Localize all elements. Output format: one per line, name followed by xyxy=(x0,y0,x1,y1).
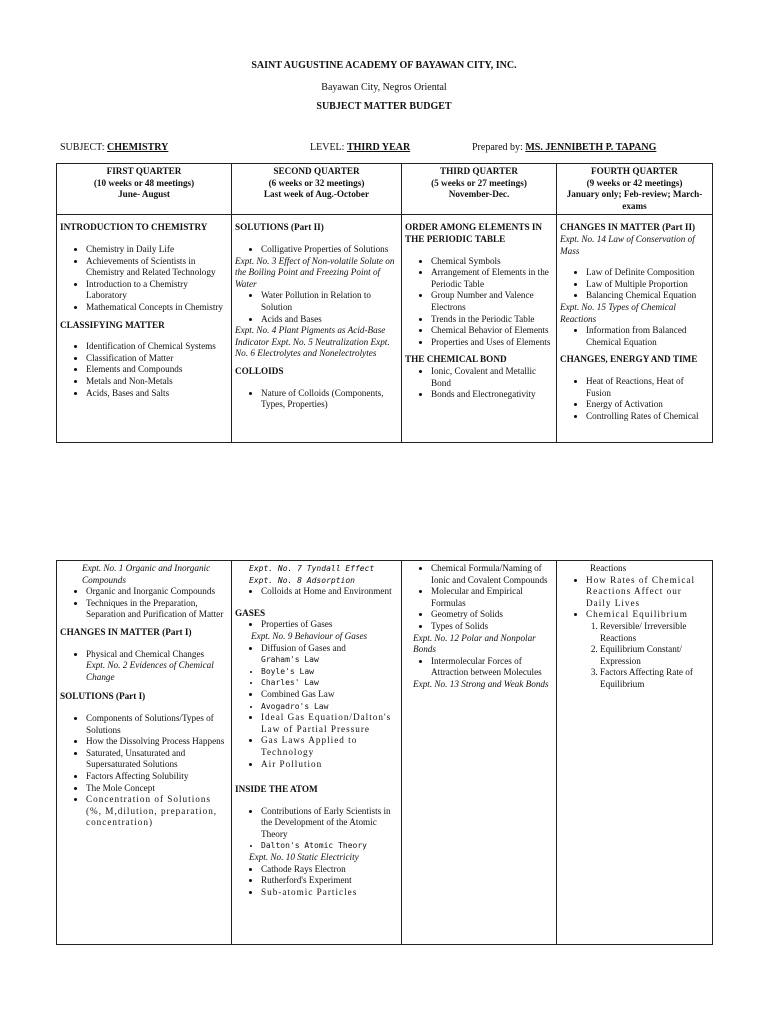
list-item: 2. Equilibrium Constant/ Expression xyxy=(600,644,709,667)
q4-content-cont xyxy=(557,561,713,945)
section-heading: INSIDE THE ATOM xyxy=(235,784,318,795)
list-item: • Energy of Activation xyxy=(586,399,709,411)
section-heading: GASES xyxy=(235,607,266,618)
list-item: • Geometry of Solids xyxy=(431,609,553,621)
q4-content xyxy=(557,215,713,443)
list-item: • Physical and Chemical Changes xyxy=(86,649,228,661)
experiment-note: Expt. No. 3 Effect of Non-volatile Solute on the Boiling Point and Freezing Point of Water xyxy=(235,255,395,289)
experiment-note: Expt. No. 10 Static Electricity xyxy=(249,852,359,863)
list-item: 3. Factors Affecting Rate of Equilibrium xyxy=(600,667,709,690)
prepared-field xyxy=(472,142,656,153)
experiment-note: Expt. No. 12 Polar and Nonpolar Bonds xyxy=(413,632,536,655)
list-item: • Colloids at Home and Environment xyxy=(261,586,398,598)
list-item: • Techniques in the Preparation, Separation and Purification of Matter xyxy=(86,598,228,621)
list-item: • Properties of Gases xyxy=(261,619,398,631)
section-heading: SOLUTIONS (Part I) xyxy=(60,691,146,702)
list-item: • Chemical Symbols xyxy=(431,256,553,268)
list-item: • Law of Multiple Proportion xyxy=(586,279,709,291)
quarter-header-row xyxy=(57,164,713,215)
list-item: 1. Reversible/ Irreversible Reactions xyxy=(600,621,709,644)
content-row-top xyxy=(57,215,713,443)
topic-list xyxy=(560,267,709,302)
topic-list xyxy=(235,244,398,256)
list-item: • Chemical Behavior of Elements xyxy=(431,325,553,337)
q3-content-cont xyxy=(402,561,557,945)
topic-list xyxy=(405,656,553,679)
experiment-note: Expt. No. 2 Evidences of Chemical Change xyxy=(86,660,214,682)
quarter-header-4: FOURTH QUARTER (9 weeks or 42 meetings) January only; Feb-review; March-exams xyxy=(557,164,713,215)
list-item: • Molecular and Empirical Formulas xyxy=(431,586,553,609)
list-item: • Information from Balanced Chemical Equation xyxy=(586,325,709,348)
prepared-value: MS. JENNIBETH P. TAPANG xyxy=(525,142,657,153)
section-heading: INTRODUCTION TO CHEMISTRY xyxy=(60,222,208,233)
list-item: • Chemical Formula/Naming of Ionic and Covalent Compounds xyxy=(431,563,553,586)
list-item: • How the Dissolving Process Happens xyxy=(86,736,228,748)
topic-list xyxy=(405,366,553,401)
topic-list xyxy=(235,864,398,899)
list-item: • Controlling Rates of Chemical xyxy=(586,411,709,423)
list-item: • Components of Solutions/Types of Solutions xyxy=(86,713,228,736)
section-heading: COLLOIDS xyxy=(235,365,284,376)
list-item: • Dalton's Atomic Theory xyxy=(261,840,398,852)
list-item: • The Mole Concept xyxy=(86,783,228,795)
list-item: • Rutherford's Experiment xyxy=(261,875,398,887)
list-item: • Boyle's Law xyxy=(261,666,398,678)
list-item: • Ideal Gas Equation/Dalton's Law of Partial Pressure xyxy=(261,712,398,735)
school-address: Bayawan City, Negros Oriental xyxy=(321,82,447,93)
topic-list xyxy=(560,325,709,348)
list-item: • Concentration of Solutions (%, M,dilution, preparation, concentration) xyxy=(86,794,228,829)
list-item: • Elements and Compounds xyxy=(86,364,228,376)
list-item: • Water Pollution in Relation to Solution xyxy=(261,290,398,313)
section-heading: CHANGES, ENERGY AND TIME xyxy=(560,354,698,365)
list-item: • Charles' Law xyxy=(261,677,398,689)
numbered-list xyxy=(560,621,709,691)
list-item: • Ionic, Covalent and Metallic Bond xyxy=(431,366,553,389)
list-item: • Introduction to a Chemistry Laboratory xyxy=(86,279,228,302)
q1-content xyxy=(57,215,232,443)
subject-field xyxy=(60,142,168,153)
topic-list xyxy=(405,563,553,633)
section-heading: ORDER AMONG ELEMENTS IN THE PERIODIC TABLE xyxy=(405,222,543,244)
quarter-header-2: SECOND QUARTER (6 weeks or 32 meetings) Last week of Aug.-October xyxy=(232,164,402,215)
topic-list xyxy=(235,586,398,598)
list-item: • Cathode Rays Electron xyxy=(261,864,398,876)
list-item: • Saturated, Unsaturated and Supersaturated Solutions xyxy=(86,748,228,771)
list-item: • Classification of Matter xyxy=(86,353,228,365)
list-item: • Trends in the Periodic Table xyxy=(431,314,553,326)
q1-content-cont xyxy=(57,561,232,945)
topic-list xyxy=(60,244,228,314)
topic-list xyxy=(560,376,709,422)
level-value: THIRD YEAR xyxy=(346,142,411,153)
section-heading: CHANGES IN MATTER (Part I) xyxy=(60,626,192,637)
q2-content-cont xyxy=(232,561,402,945)
section-heading: THE CHEMICAL BOND xyxy=(405,354,507,365)
q2-content xyxy=(232,215,402,443)
list-item: • Balancing Chemical Equation xyxy=(586,290,709,302)
list-item: • Sub-atomic Particles xyxy=(261,887,398,899)
list-item: • Avogadro's Law xyxy=(261,701,398,713)
list-item: • Organic and Inorganic Compounds xyxy=(86,586,228,598)
list-item: • Arrangement of Elements in the Periodic Table xyxy=(431,267,553,290)
list-item: • Chemistry in Daily Life xyxy=(86,244,228,256)
list-item: • Properties and Uses of Elements xyxy=(431,337,553,349)
list-item: • Identification of Chemical Systems xyxy=(86,341,228,353)
list-item: • Gas Laws Applied to Technology xyxy=(261,735,398,758)
topic-list xyxy=(235,388,398,411)
list-item: • Contributions of Early Scientists in the Development of the Atomic Theory xyxy=(261,806,398,841)
topic-list xyxy=(235,806,398,852)
topic-list xyxy=(60,713,228,829)
topic-list xyxy=(235,619,398,631)
list-item: • Mathematical Concepts in Chemistry xyxy=(86,302,228,314)
list-item: • Law of Definite Composition xyxy=(586,267,709,279)
topic-list xyxy=(60,341,228,399)
experiment-note: Expt. No. 1 Organic and Inorganic Compounds xyxy=(82,563,211,585)
subject-label: SUBJECT: xyxy=(60,142,105,153)
list-item: • Air Pollution xyxy=(261,759,398,771)
quarter-header-3: THIRD QUARTER (5 weeks or 27 meetings) November-Dec. xyxy=(402,164,557,215)
list-item: • Group Number and Valence Electrons xyxy=(431,290,553,313)
continued-text: Reactions xyxy=(590,563,627,573)
topic-list xyxy=(60,586,228,621)
section-heading: CHANGES IN MATTER (Part II) xyxy=(560,222,696,233)
list-item: • Achievements of Scientists in Chemistry and Related Technology xyxy=(86,256,228,279)
document-title: SUBJECT MATTER BUDGET xyxy=(316,101,452,112)
content-row-bottom xyxy=(57,561,713,945)
section-heading: SOLUTIONS (Part II) xyxy=(235,222,324,233)
list-item: • Acids, Bases and Salts xyxy=(86,388,228,400)
list-item: • Colligative Properties of Solutions xyxy=(261,244,398,256)
list-item: Graham's Law xyxy=(261,655,319,665)
list-item: • Factors Affecting Solubility xyxy=(86,771,228,783)
experiment-note: Expt. No. 15 Types of Chemical Reactions xyxy=(560,301,676,324)
list-item: • Types of Solids xyxy=(431,621,553,633)
list-item: • Nature of Colloids (Components, Types, Properties) xyxy=(261,388,398,411)
topic-list xyxy=(235,643,398,771)
topic-list xyxy=(405,256,553,349)
list-item: • Heat of Reactions, Heat of Fusion xyxy=(586,376,709,399)
school-name: SAINT AUGUSTINE ACADEMY OF BAYAWAN CITY, INC. xyxy=(251,60,517,71)
budget-table-page2 xyxy=(56,560,713,945)
experiment-note: Expt. No. 7 Tyndall Effect Expt. No. 8 Adsorption xyxy=(249,564,375,585)
topic-list xyxy=(235,290,398,325)
list-item: • How Rates of Chemical Reactions Affect our Daily Lives xyxy=(586,575,709,610)
budget-table-page1 xyxy=(56,163,713,443)
section-heading: CLASSIFYING MATTER xyxy=(60,319,165,330)
list-item: • Combined Gas Law xyxy=(261,689,398,701)
q3-content xyxy=(402,215,557,443)
topic-list xyxy=(560,575,709,621)
experiment-note: Expt. No. 13 Strong and Weak Bonds xyxy=(413,678,549,689)
list-item: • Intermolecular Forces of Attraction between Molecules xyxy=(431,656,553,679)
experiment-note: Expt. No. 14 Law of Conservation of Mass xyxy=(560,233,695,256)
level-field xyxy=(310,142,410,153)
quarter-header-1: FIRST QUARTER (10 weeks or 48 meetings) June- August xyxy=(57,164,232,215)
list-item: • Acids and Bases xyxy=(261,314,398,326)
list-item: • Metals and Non-Metals xyxy=(86,376,228,388)
list-item: • Chemical Equilibrium xyxy=(586,609,709,621)
list-item: • Diffusion of Gases and xyxy=(261,643,398,655)
prepared-label: Prepared by: xyxy=(472,142,523,153)
experiment-note: Expt. No. 4 Plant Pigments as Acid-Base Indicator Expt. No. 5 Neutralization Expt. No. 6 Electrolytes and Nonelectrolytes xyxy=(235,325,390,359)
topic-list xyxy=(60,649,228,661)
list-item: • Bonds and Electronegativity xyxy=(431,389,553,401)
experiment-note: Expt. No. 9 Behaviour of Gases xyxy=(251,630,368,641)
level-label: LEVEL: xyxy=(310,142,345,153)
subject-value: CHEMISTRY xyxy=(107,142,169,153)
